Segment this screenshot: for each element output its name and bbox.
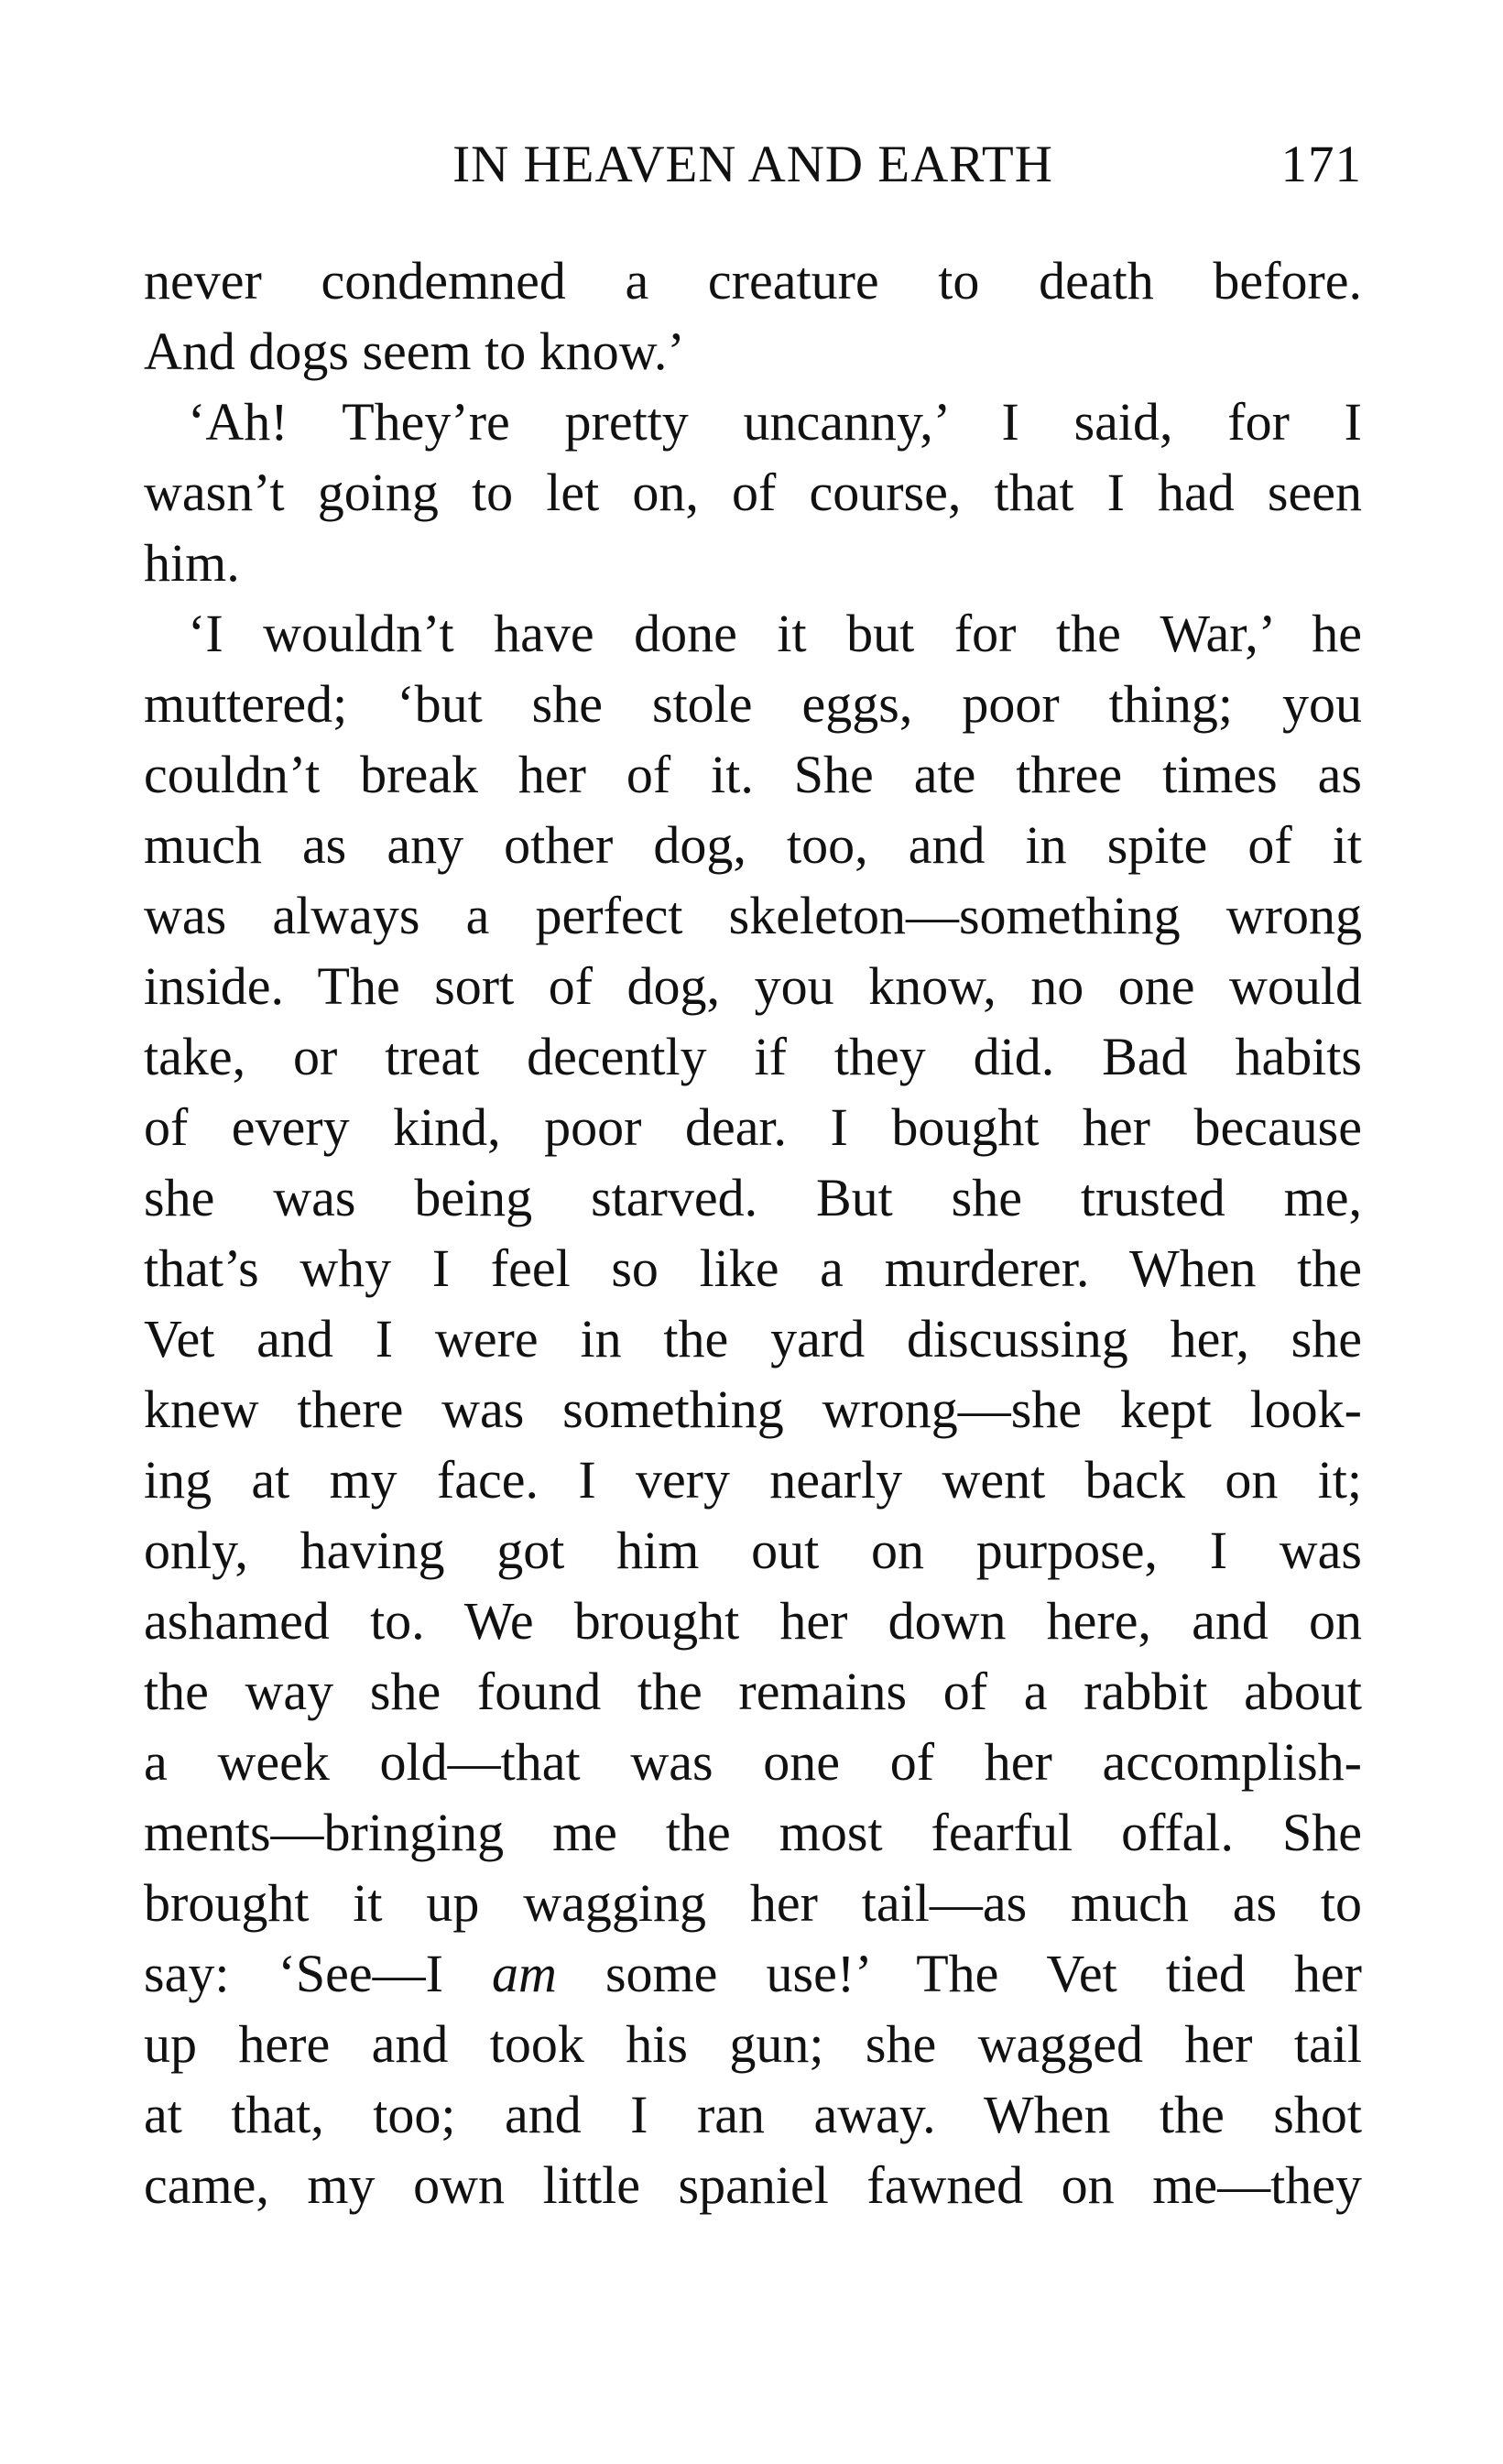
text-line: that’s why I feel so like a murderer. When the — [144, 1238, 1362, 1298]
text-line: she was being starved. But she trusted me, — [144, 1168, 1362, 1227]
text-segment: some use!’ The Vet tied her — [556, 1944, 1362, 2003]
text-line: was always a perfect skeleton—something wrong — [144, 886, 1362, 945]
emphasized-word: am — [492, 1944, 557, 2003]
text-line: brought it up wagging her tail—as much as to — [144, 1873, 1362, 1933]
text-line: ‘Ah! They’re pretty uncanny,’ I said, for I — [188, 392, 1362, 452]
text-line: came, my own little spaniel fawned on me—they — [144, 2155, 1362, 2215]
text-line: muttered; ‘but she stole eggs, poor thing; you — [144, 674, 1362, 734]
text-line: knew there was something wrong—she kept look- — [144, 1379, 1362, 1439]
running-title: IN HEAVEN AND EARTH — [452, 136, 1053, 193]
text-line: inside. The sort of dog, you know, no one would — [144, 956, 1362, 1016]
text-line: up here and took his gun; she wagged her tail — [144, 2014, 1362, 2074]
text-line-with-emphasis — [144, 1938, 1362, 2009]
text-line: a week old—that was one of her accomplish- — [144, 1732, 1362, 1792]
running-header — [144, 133, 1362, 197]
text-line: at that, too; and I ran away. When the shot — [144, 2085, 1362, 2144]
text-line: ashamed to. We brought her down here, and on — [144, 1591, 1362, 1651]
text-line: And dogs seem to know.’ — [144, 322, 685, 381]
text-line: much as any other dog, too, and in spite of it — [144, 815, 1362, 875]
text-segment: say: ‘See—I — [144, 1944, 492, 2003]
page-number: 171 — [1280, 136, 1362, 193]
text-line: only, having got him out on purpose, I was — [144, 1521, 1362, 1580]
text-line: the way she found the remains of a rabbit about — [144, 1662, 1362, 1721]
text-line: ‘I wouldn’t have done it but for the War,’ he — [188, 604, 1362, 663]
text-line: Vet and I were in the yard discussing her, she — [144, 1309, 1362, 1368]
body-text — [144, 245, 1362, 2220]
text-line: ing at my face. I very nearly went back on it; — [144, 1450, 1362, 1510]
text-line: ments—bringing me the most fearful offal. She — [144, 1803, 1362, 1862]
text-line: never condemned a creature to death before. — [144, 251, 1362, 311]
text-line: couldn’t break her of it. She ate three times as — [144, 745, 1362, 804]
text-line: of every kind, poor dear. I bought her because — [144, 1097, 1362, 1157]
text-line: him. — [144, 533, 240, 593]
text-line: take, or treat decently if they did. Bad habits — [144, 1027, 1362, 1086]
text-line: wasn’t going to let on, of course, that I had seen — [144, 463, 1362, 522]
